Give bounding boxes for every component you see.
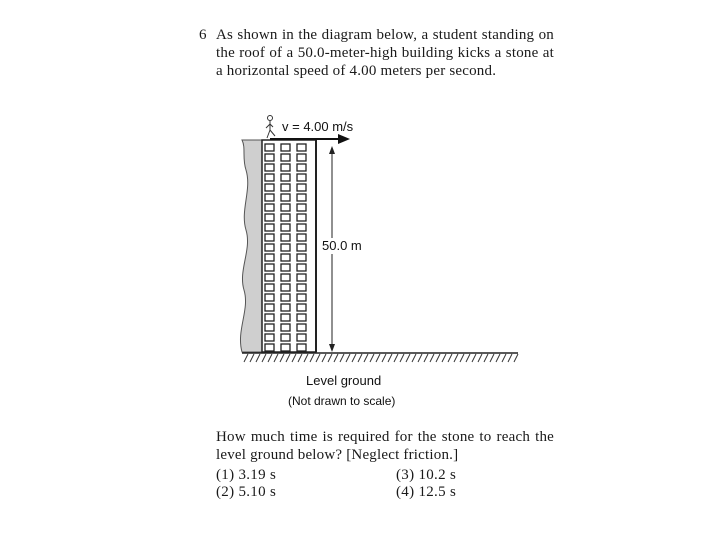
hatch-mark <box>370 354 374 362</box>
hatch-mark <box>514 354 518 362</box>
hatch-mark <box>382 354 386 362</box>
window <box>297 144 306 151</box>
window <box>297 184 306 191</box>
window <box>297 294 306 301</box>
window <box>297 154 306 161</box>
hatch-mark <box>460 354 464 362</box>
window <box>281 254 290 261</box>
window <box>297 334 306 341</box>
choice-2[interactable] <box>216 483 276 501</box>
arrowhead-icon <box>338 134 350 144</box>
window <box>265 304 274 311</box>
hatch-mark <box>310 354 314 362</box>
window <box>281 144 290 151</box>
hatch-mark <box>484 354 488 362</box>
hatch-mark <box>262 354 266 362</box>
hatch-mark <box>346 354 350 362</box>
hatch-mark <box>508 354 512 362</box>
window <box>297 164 306 171</box>
window <box>265 314 274 321</box>
window <box>265 164 274 171</box>
dimension-arrow-up-icon <box>329 146 335 154</box>
window <box>297 324 306 331</box>
window <box>281 334 290 341</box>
hatch-mark <box>316 354 320 362</box>
window <box>297 214 306 221</box>
hatch-mark <box>334 354 338 362</box>
window <box>281 234 290 241</box>
choice-number: (1) <box>216 467 235 483</box>
window <box>297 304 306 311</box>
window <box>281 284 290 291</box>
choice-text: 10.2 s <box>418 467 457 483</box>
window <box>265 154 274 161</box>
window <box>265 254 274 261</box>
window <box>281 174 290 181</box>
hatch-mark <box>412 354 416 362</box>
hatch-mark <box>472 354 476 362</box>
window <box>297 194 306 201</box>
hatch-mark <box>442 354 446 362</box>
dimension-arrow-down-icon <box>329 344 335 352</box>
cliff-face <box>240 140 262 352</box>
choice-1[interactable] <box>216 466 276 484</box>
window <box>297 314 306 321</box>
hatch-mark <box>478 354 482 362</box>
hatch-mark <box>352 354 356 362</box>
window <box>265 294 274 301</box>
ground-label: Level ground <box>306 373 382 388</box>
hatch-mark <box>256 354 260 362</box>
window <box>265 334 274 341</box>
choice-text: 5.10 s <box>238 484 277 500</box>
height-label: 50.0 m <box>322 238 362 253</box>
hatch-mark <box>292 354 296 362</box>
window <box>265 174 274 181</box>
window <box>265 144 274 151</box>
window <box>297 284 306 291</box>
choice-4[interactable] <box>396 483 456 501</box>
window <box>265 324 274 331</box>
question-prompt: How much time is required for the stone to reach the level ground below? [Neglect friction.] <box>216 429 554 463</box>
window <box>281 154 290 161</box>
hatch-mark <box>358 354 362 362</box>
hatch-mark <box>298 354 302 362</box>
window <box>281 324 290 331</box>
choice-number: (4) <box>396 484 415 500</box>
window <box>265 244 274 251</box>
window <box>281 214 290 221</box>
window <box>265 274 274 281</box>
window <box>281 164 290 171</box>
hatch-mark <box>424 354 428 362</box>
window <box>297 274 306 281</box>
window <box>265 284 274 291</box>
hatch-mark <box>418 354 422 362</box>
hatch-mark <box>286 354 290 362</box>
hatch-mark <box>328 354 332 362</box>
hatch-mark <box>466 354 470 362</box>
window <box>281 224 290 231</box>
window <box>297 234 306 241</box>
velocity-label: v = 4.00 m/s <box>282 119 354 134</box>
window <box>281 344 290 351</box>
hatch-mark <box>406 354 410 362</box>
building-windows <box>265 144 306 351</box>
window <box>297 204 306 211</box>
window <box>265 224 274 231</box>
window <box>281 184 290 191</box>
window <box>297 344 306 351</box>
window <box>297 224 306 231</box>
question-number: 6 <box>199 27 207 43</box>
window <box>265 194 274 201</box>
choice-number: (3) <box>396 467 415 483</box>
scale-note: (Not drawn to scale) <box>288 394 396 408</box>
window <box>281 294 290 301</box>
hatch-mark <box>376 354 380 362</box>
hatch-mark <box>274 354 278 362</box>
hatch-mark <box>496 354 500 362</box>
hatch-mark <box>400 354 404 362</box>
choice-text: 12.5 s <box>418 484 457 500</box>
hatch-mark <box>250 354 254 362</box>
window <box>281 204 290 211</box>
window <box>297 174 306 181</box>
hatch-mark <box>454 354 458 362</box>
choice-number: (2) <box>216 484 235 500</box>
window <box>297 254 306 261</box>
choice-3[interactable] <box>396 466 456 484</box>
window <box>281 314 290 321</box>
window <box>265 184 274 191</box>
window <box>281 304 290 311</box>
window <box>265 234 274 241</box>
hatch-mark <box>448 354 452 362</box>
hatch-mark <box>436 354 440 362</box>
choice-text: 3.19 s <box>238 467 277 483</box>
hatch-mark <box>340 354 344 362</box>
window <box>265 264 274 271</box>
window <box>281 244 290 251</box>
window <box>297 264 306 271</box>
window <box>265 344 274 351</box>
hatch-mark <box>322 354 326 362</box>
hatch-mark <box>244 354 248 362</box>
ground-hatching <box>244 354 518 362</box>
window <box>281 194 290 201</box>
window <box>281 264 290 271</box>
window <box>265 214 274 221</box>
hatch-mark <box>304 354 308 362</box>
question-stem: As shown in the diagram below, a student standing on the roof of a 50.0-meter-high building kicks a stone at a horizontal speed of 4.00 meters per second. <box>216 27 554 79</box>
hatch-mark <box>502 354 506 362</box>
hatch-mark <box>490 354 494 362</box>
hatch-mark <box>268 354 272 362</box>
hatch-mark <box>430 354 434 362</box>
hatch-mark <box>394 354 398 362</box>
hatch-mark <box>280 354 284 362</box>
hatch-mark <box>388 354 392 362</box>
hatch-mark <box>364 354 368 362</box>
student-icon <box>266 116 275 139</box>
window <box>281 274 290 281</box>
window <box>297 244 306 251</box>
window <box>265 204 274 211</box>
